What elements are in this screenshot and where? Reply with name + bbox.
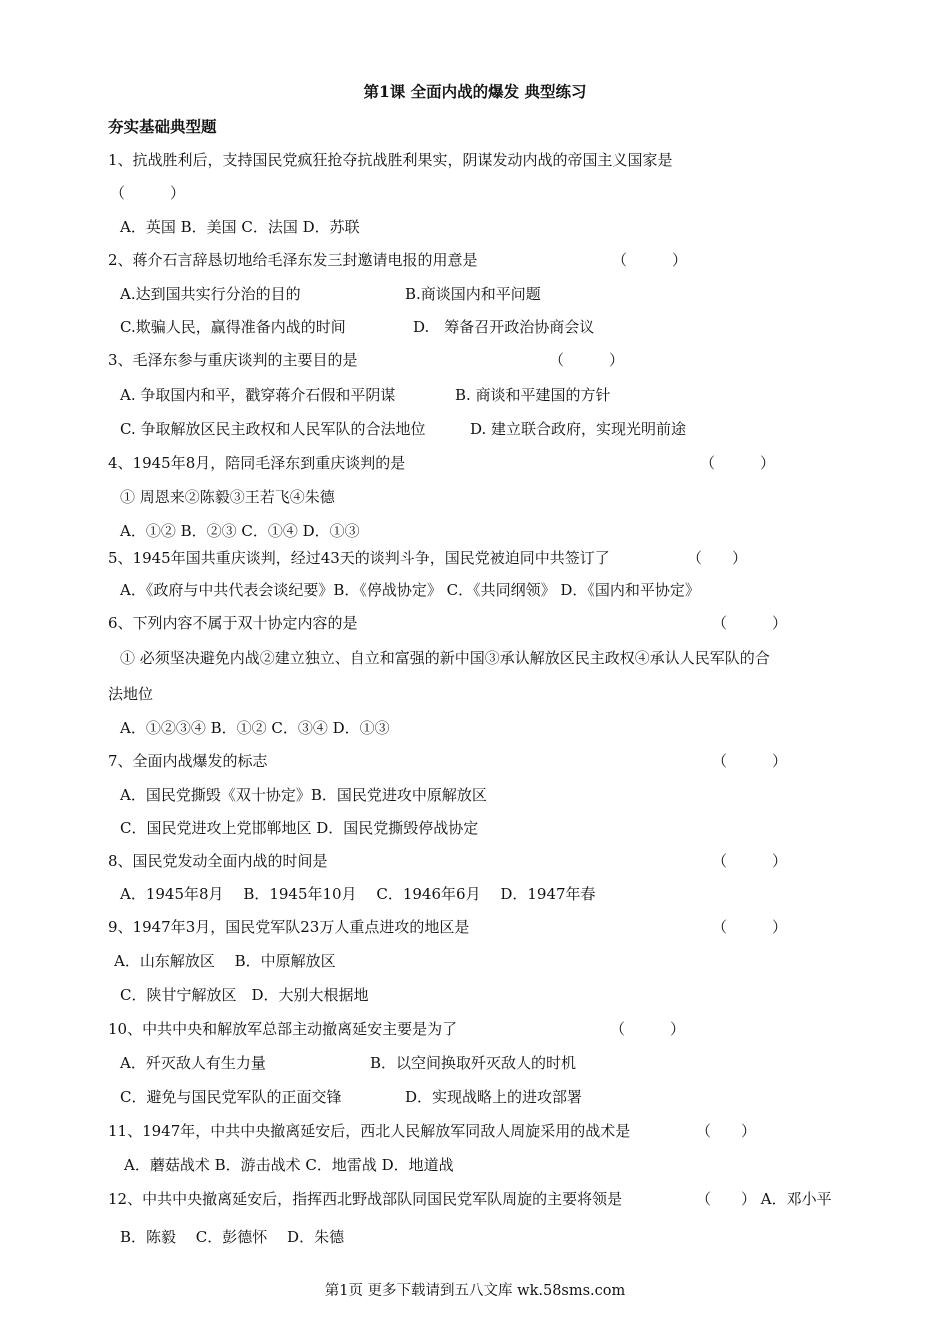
question-7: 7、全面内战爆发的标志 [108, 752, 268, 770]
answer-blank-1: （ ） [110, 184, 186, 202]
answer-blank-10: （ ） [610, 1020, 686, 1038]
choices-6: ① 必须坚决避免内战②建立独立、自立和富强的新中国③承认解放区民主政权④承认人民军队的合 [120, 649, 770, 667]
options-11: A．蘑菇战术 B．游击战术 C．地雷战 D．地道战 [124, 1156, 454, 1174]
question-8: 8、国民党发动全面内战的时间是 [108, 852, 328, 870]
page-title: 第1课 全面内战的爆发 典型练习 [363, 82, 587, 101]
options-12: B．陈毅 C．彭德怀 D．朱德 [120, 1228, 345, 1246]
options-7a: A．国民党撕毁《双十协定》B．国民党进攻中原解放区 [120, 786, 487, 804]
option-3c: C. 争取解放区民主政权和人民军队的合法地位 [120, 420, 426, 438]
answer-blank-6: （ ） [712, 614, 788, 632]
options-4: A．①② B．②③ C．①④ D．①③ [120, 522, 360, 540]
option-3b: B. 商谈和平建国的方针 [455, 386, 611, 404]
answer-blank-11: （ ） [696, 1122, 757, 1140]
choices-4: ① 周恩来②陈毅③王若飞④朱德 [120, 488, 335, 506]
question-1: 1、抗战胜利后，支持国民党疯狂抢夺抗战胜利果实，阴谋发动内战的帝国主义国家是 [108, 151, 673, 169]
answer-blank-2: （ ） [612, 251, 688, 269]
option-10b: B．以空间换取歼灭敌人的时机 [370, 1054, 577, 1072]
options-9a: A．山东解放区 B．中原解放区 [114, 952, 336, 970]
options-6: A．①②③④ B．①② C．③④ D．①③ [120, 719, 390, 737]
option-10d: D．实现战略上的进攻部署 [405, 1088, 583, 1106]
option-2b: B.商谈国内和平问题 [405, 285, 541, 303]
question-2: 2、蒋介石言辞恳切地给毛泽东发三封邀请电报的用意是 [108, 251, 478, 269]
option-2c: C.欺骗人民，赢得准备内战的时间 [120, 318, 346, 336]
option-3a: A. 争取国内和平，戳穿蒋介石假和平阴谋 [120, 386, 396, 404]
question-6: 6、下列内容不属于双十协定内容的是 [108, 614, 358, 632]
section-heading: 夯实基础典型题 [108, 117, 217, 136]
options-8: A．1945年8月 B．1945年10月 C．1946年6月 D．1947年春 [120, 885, 596, 903]
question-5: 5、1945年国共重庆谈判，经过43天的谈判斗争，国民党被迫同中共签订了 [108, 549, 610, 567]
question-9: 9、1947年3月，国民党军队23万人重点进攻的地区是 [108, 918, 470, 936]
question-11: 11、1947年，中共中央撤离延安后，西北人民解放军同敌人周旋采用的战术是 [108, 1122, 631, 1140]
choices-6-cont: 法地位 [108, 685, 154, 703]
option-3d: D. 建立联合政府，实现光明前途 [470, 420, 687, 438]
option-10c: C．避免与国民党军队的正面交锋 [120, 1088, 342, 1106]
options-9b: C．陕甘宁解放区 D．大别大根据地 [120, 986, 369, 1004]
option-2d: D. 筹备召开政治协商会议 [413, 318, 595, 336]
options-1: A．英国 B．美国 C．法国 D．苏联 [120, 218, 360, 236]
option-10a: A．歼灭敌人有生力量 [120, 1054, 266, 1072]
answer-blank-8: （ ） [712, 852, 788, 870]
page-footer: 第1页 更多下载请到五八文库 wk.58sms.com [324, 1283, 626, 1299]
answer-blank-9: （ ） [712, 918, 788, 936]
answer-blank-4: （ ） [700, 454, 776, 472]
answer-blank-7: （ ） [712, 752, 788, 770]
answer-blank-5: （ ） [687, 549, 748, 567]
question-12: 12、中共中央撤离延安后，指挥西北野战部队同国民党军队周旋的主要将领是 [108, 1190, 623, 1208]
options-5: A．《政府与中共代表会谈纪要》B．《停战协定》 C．《共同纲领》 D．《国内和平协定》 [120, 581, 700, 599]
question-4: 4、1945年8月，陪同毛泽东到重庆谈判的是 [108, 454, 406, 472]
answer-blank-12: （ ） A．邓小平 [696, 1190, 832, 1208]
answer-blank-3: （ ） [549, 351, 625, 369]
question-10: 10、中共中央和解放军总部主动撤离延安主要是为了 [108, 1020, 458, 1038]
question-3: 3、毛泽东参与重庆谈判的主要目的是 [108, 351, 358, 369]
option-2a: A.达到国共实行分治的目的 [120, 285, 301, 303]
options-7b: C．国民党进攻上党邯郸地区 D．国民党撕毁停战协定 [120, 819, 479, 837]
